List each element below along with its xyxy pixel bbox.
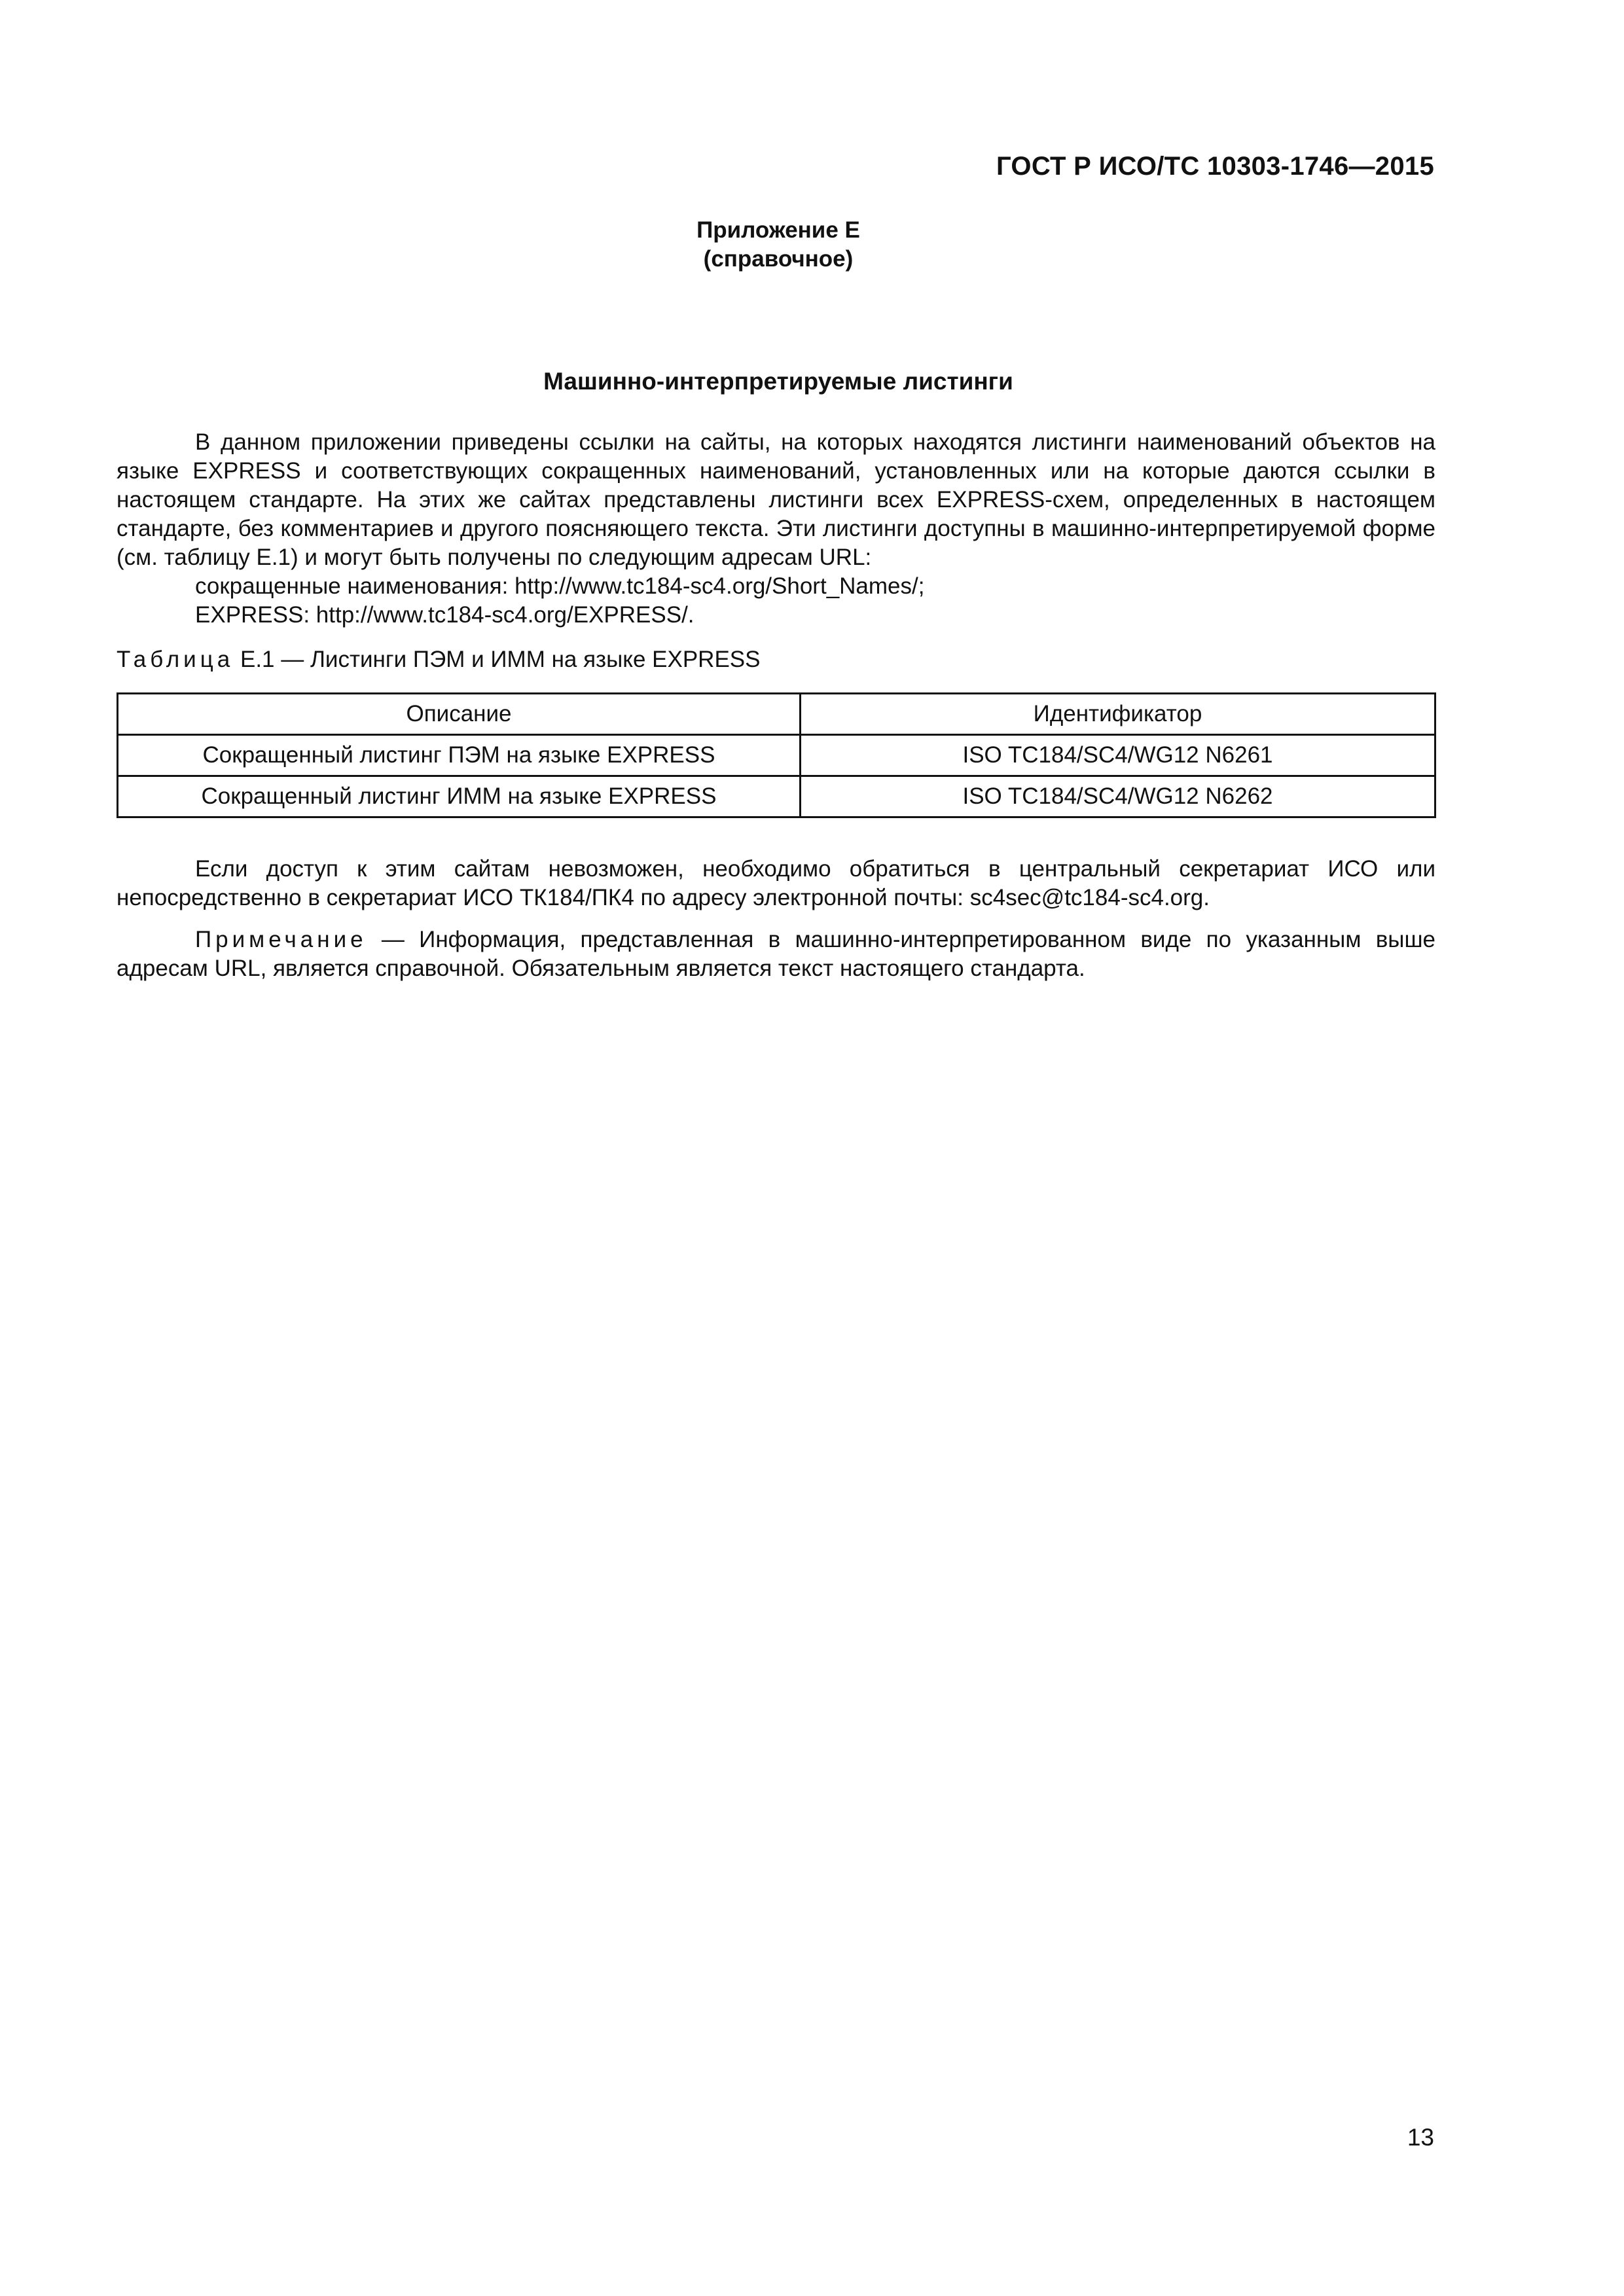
contact-block [117, 855, 1435, 912]
table-row [118, 735, 1435, 776]
row-identifier: ISO TC184/SC4/WG12 N6261 [801, 735, 1435, 776]
table-caption [117, 647, 761, 673]
intro-block [117, 428, 1435, 630]
listings-table [117, 692, 1436, 818]
note-text: — Информация, представленная в машинно-интерпретированном виде по указанным выше адресам URL, является справочной. Обязательным является текст настоящего стандарта. [117, 927, 1435, 981]
header-identifier: Идентификатор [801, 694, 1435, 735]
note-block [117, 925, 1435, 983]
section-title: Машинно-интерпретируемые листинги [543, 368, 1013, 395]
express-url: EXPRESS: http://www.tc184-sc4.org/EXPRESS/. [195, 602, 695, 628]
row-description: Сокращенный листинг ПЭМ на языке EXPRESS [118, 735, 801, 776]
table-header-row [118, 694, 1435, 735]
row-description: Сокращенный листинг ИММ на языке EXPRESS [118, 776, 801, 817]
page-number: 13 [1407, 2124, 1434, 2151]
row-identifier: ISO TC184/SC4/WG12 N6262 [801, 776, 1435, 817]
short-names-url: сокращенные наименования: http://www.tc184-sc4.org/Short_Names/; [195, 573, 925, 599]
contact-paragraph: Если доступ к этим сайтам невозможен, необходимо обратиться в центральный секретариат ИСО или непосредственно в секретариат ИСО ТК184/ПК4 по адресу электронной почты: sc4sec@tc184-sc4.org. [117, 856, 1435, 910]
table-caption-label: Таблица [117, 647, 234, 672]
header-description: Описание [118, 694, 801, 735]
annex-title: Приложение E [696, 217, 860, 243]
table-row [118, 776, 1435, 817]
annex-type: (справочное) [703, 246, 854, 272]
document-code: ГОСТ Р ИСО/ТС 10303-1746—2015 [996, 152, 1434, 181]
note-paragraph [117, 925, 1435, 983]
intro-paragraph: В данном приложении приведены ссылки на сайты, на которых находятся листинги наименований объектов на языке EXPRESS и соответствующих сокращенных наименований, установленных или на которые даются ссылки в настоящем стандарте. На этих же сайтах представлены листинги всех EXPRESS-схем, определенных в настоящем стандарте, без комментариев и другого поясняющего текста. Эти листинги доступны в машинно-интерпретируемой форме (см. таблицу E.1) и могут быть получены по следующим адресам URL: [117, 429, 1435, 570]
table-caption-text: E.1 — Листинги ПЭМ и ИММ на языке EXPRESS [240, 647, 761, 672]
note-label: Примечание [195, 927, 367, 952]
annex-heading [0, 216, 1557, 274]
